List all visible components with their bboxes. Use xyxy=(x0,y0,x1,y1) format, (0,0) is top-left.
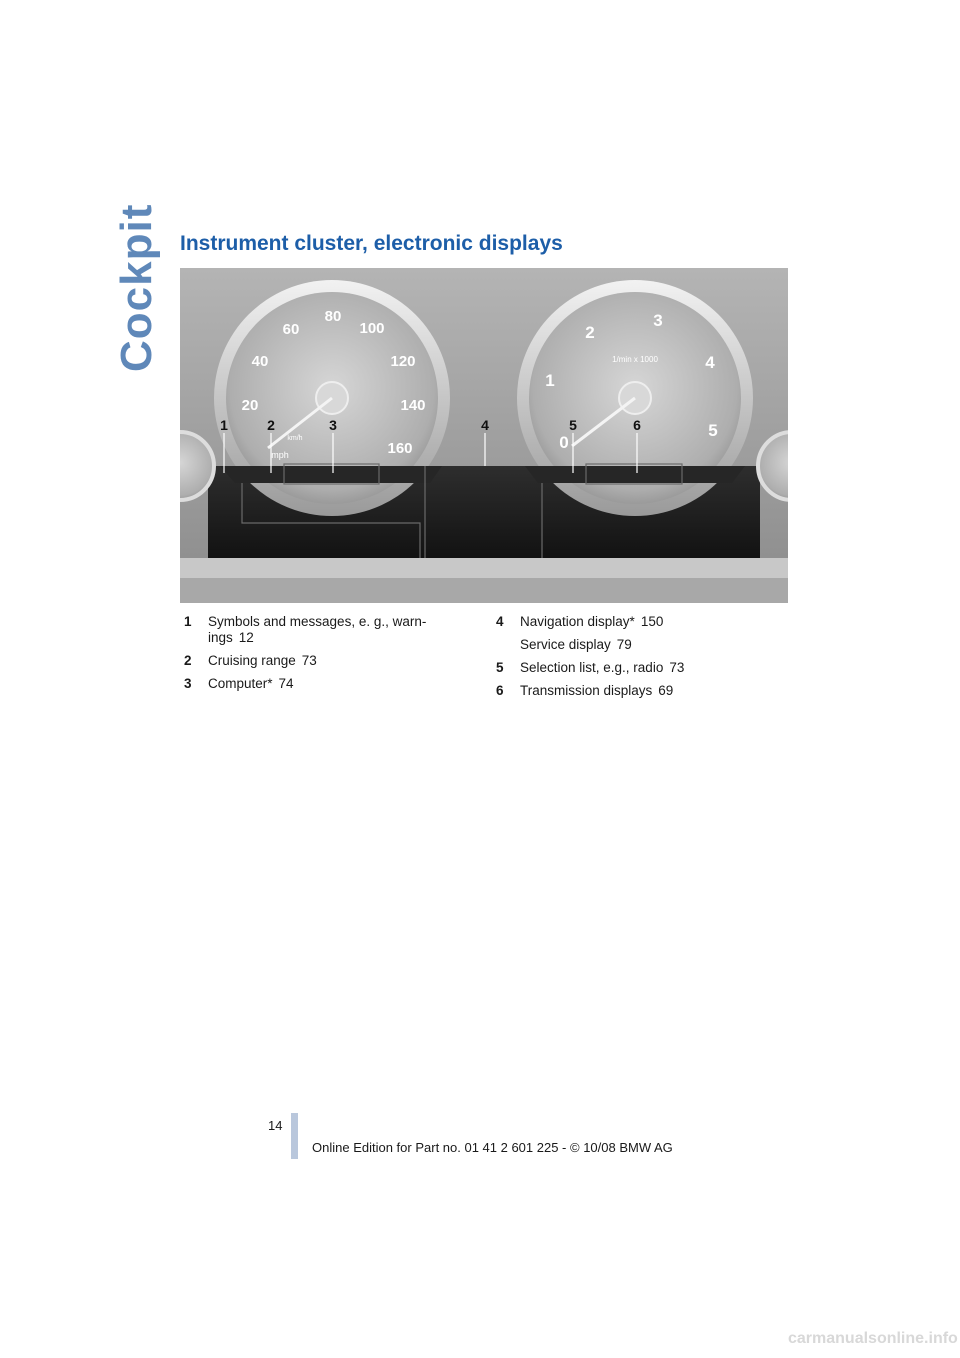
legend-item xyxy=(496,683,756,699)
section-tab xyxy=(112,203,162,372)
tacho-label-0: 0 xyxy=(559,433,569,452)
page-reference: 69 xyxy=(658,683,674,698)
legend-number: 2 xyxy=(184,653,192,668)
legend-item xyxy=(496,614,756,630)
legend-text: Cruising range xyxy=(208,653,296,668)
footer-accent-bar xyxy=(291,1113,298,1159)
legend-right xyxy=(496,614,756,706)
speedo-label-100: 100 xyxy=(359,320,385,337)
callout-6: 6 xyxy=(633,417,641,433)
legend-number: 4 xyxy=(496,614,504,629)
instrument-cluster-figure xyxy=(180,268,788,603)
speedo-unit: km/h xyxy=(287,435,303,442)
legend-number: 5 xyxy=(496,660,504,675)
tacho-label-2: 2 xyxy=(585,323,595,342)
page-reference: 12 xyxy=(238,630,254,645)
tacho-label-4: 4 xyxy=(705,353,715,372)
tacho-label-5: 5 xyxy=(708,421,718,440)
legend-item xyxy=(184,614,444,646)
page-reference: 73 xyxy=(669,660,685,675)
callout-3: 3 xyxy=(329,417,337,433)
page-reference: 79 xyxy=(616,637,632,652)
speedo-label-120: 120 xyxy=(390,353,416,370)
speedo-label-40: 40 xyxy=(251,353,269,370)
speedo-label-80: 80 xyxy=(324,308,342,325)
callout-2: 2 xyxy=(267,417,275,433)
legend-text: Navigation display* xyxy=(520,614,635,629)
tacho-label-3: 3 xyxy=(653,311,663,330)
legend-item xyxy=(496,660,756,676)
legend-item xyxy=(184,653,444,669)
page-reference: 74 xyxy=(278,676,294,691)
footer-edition: Online Edition for Part no. 01 41 2 601 225 - © 10/08 BMW AG xyxy=(312,1140,673,1155)
section-tab-label: Cockpit xyxy=(112,203,161,372)
speedo-label-160: 160 xyxy=(387,440,413,457)
page-number: 14 xyxy=(268,1118,283,1133)
legend-subitem xyxy=(496,637,756,653)
legend-number: 3 xyxy=(184,676,192,691)
legend-text: Selection list, e.g., radio xyxy=(520,660,664,675)
page-reference: 73 xyxy=(301,653,317,668)
speedo-label-60: 60 xyxy=(282,321,300,338)
tacho-unit: 1/min x 1000 xyxy=(612,355,658,364)
page-title: Instrument cluster, electronic displays xyxy=(180,232,563,255)
speedo-label-20: 20 xyxy=(241,397,259,414)
instrument-cluster-illustration xyxy=(180,268,788,603)
legend-text: Transmission displays xyxy=(520,683,653,698)
legend-text: Computer* xyxy=(208,676,273,691)
callout-4: 4 xyxy=(481,417,489,433)
legend-number: 1 xyxy=(184,614,192,629)
callout-1: 1 xyxy=(220,417,228,433)
tacho-label-1: 1 xyxy=(545,371,555,390)
page-reference: 150 xyxy=(640,614,664,629)
legend-number: 6 xyxy=(496,683,504,698)
callout-5: 5 xyxy=(569,417,577,433)
speedo-label-140: 140 xyxy=(400,397,426,414)
speedo-mph: mph xyxy=(271,450,289,460)
legend-left xyxy=(184,614,444,699)
watermark: carmanualsonline.info xyxy=(788,1330,958,1347)
legend-text: Service display xyxy=(520,637,611,652)
legend-text: Symbols and messages, e. g., warn-ings xyxy=(208,614,427,645)
legend-item xyxy=(184,676,444,692)
